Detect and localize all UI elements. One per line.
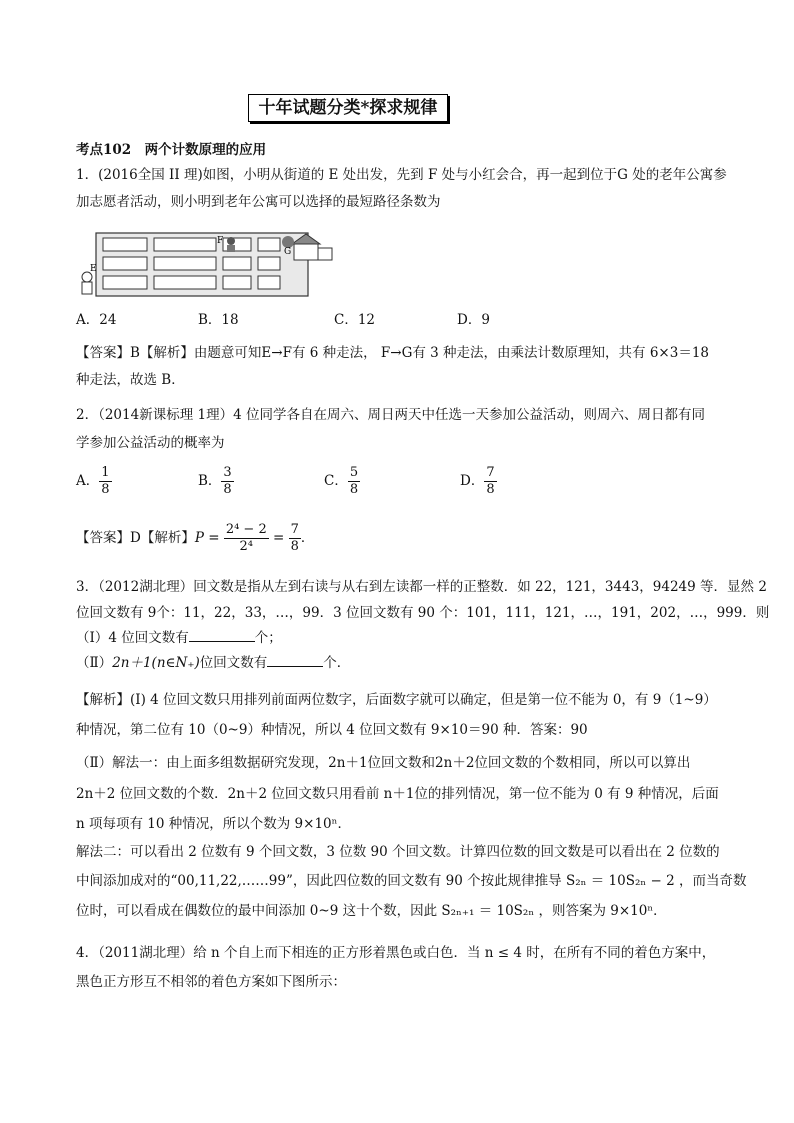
label-g: G: [284, 247, 292, 257]
label-e: E: [90, 264, 97, 274]
q1-option-c: C．12: [334, 312, 376, 328]
person-e-icon: [82, 272, 92, 294]
q2-option-c: C． $\frac{5}{8}$: [324, 465, 359, 497]
q1-line-1: 1．(2016全国 II 理)如图，小明从街道的 E 处出发，先到 F 处与小红会合，再一起到位于G 处的老年公寓参: [76, 167, 727, 183]
q3-solution-2-line-3: n 项每项有 10 种情况，所以个数为 9×10ⁿ．: [76, 816, 351, 832]
q3-solution-3-line-3: 位时，可以看成在偶数位的最中间添加 0~9 这十个数，因此 S₂ₙ₊₁ ＝ 10S₂ₙ ，则答案为 9×10ⁿ．: [76, 903, 667, 919]
q1-option-d: D．9: [457, 312, 490, 328]
q3-sub-1: （Ⅰ）4 位回文数有 个；: [76, 630, 282, 646]
section-heading: 考点102 两个计数原理的应用: [76, 142, 267, 158]
q3-blank-1: [189, 641, 255, 642]
q3-sub-2: （Ⅱ）2n＋1(n∈N₊)位回文数有 个．: [76, 655, 351, 671]
label-f: F: [217, 236, 224, 246]
q3-line-1: 3．（2012湖北理）回文数是指从左到右读与从右到左读都一样的正整数．如 22，121，3443，94249 等．显然 2: [76, 579, 767, 595]
q3-line-2: 位回文数有 9个：11，22，33，…，99．3 位回文数有 90 个：101，111，121，…，191，202，…，999．则: [76, 605, 770, 621]
street-grid-figure: [76, 228, 338, 300]
q1-line-2: 加志愿者活动，则小明到老年公寓可以选择的最短路径条数为: [76, 194, 441, 210]
q1-option-a: A．24: [76, 312, 117, 328]
q1-answer-line-2: 种走法，故选 B．: [76, 372, 185, 388]
q3-solution-2-line-2: 2n＋2 位回文数的个数．2n＋2 位回文数只用看前 n＋1位的排列情况，第一位不能为 0 有 9 种情况，后面: [76, 786, 719, 802]
q4-line-2: 黑色正方形互不相邻的着色方案如下图所示：: [76, 974, 346, 990]
q3-solution-1-line-1: 【解析】(Ⅰ) 4 位回文数只用排列前面两位数字，后面数字就可以确定，但是第一位不能为 0，有 9（1~9）: [76, 692, 717, 708]
q2-option-a: A． $\frac{1}{8}$: [76, 465, 110, 497]
q2-option-d: D． $\frac{7}{8}$: [460, 465, 495, 497]
q4-line-1: 4．（2011湖北理）给 n 个自上而下相连的正方形着黑色或白色．当 n ≤ 4 时，在所有不同的着色方案中，: [76, 945, 716, 961]
page-title: 十年试题分类*探求规律: [248, 94, 448, 122]
q2-option-b: B． $\frac{3}{8}$: [198, 465, 232, 497]
q1-answer-line-1: 【答案】B【解析】由题意可知E→F有 6 种走法， F→G有 3 种走法，由乘法计数原理知，共有 6×3＝18: [76, 345, 710, 361]
q2-answer: 【答案】D【解析】P = $\frac{\text{2⁴ − 2}}{\text{2⁴}}$ = $\frac{7}{8}$ ．: [76, 522, 315, 554]
q3-solution-2-line-1: （Ⅱ）解法一：由上面多组数据研究发现，2n＋1位回文数和2n＋2位回文数的个数相同，所以可以算出: [76, 755, 691, 771]
q3-solution-3-line-2: 中间添加成对的“00,11,22,……99”，因此四位数的回文数有 90 个按此规律推导 S₂ₙ ＝ 10S₂ₙ − 2 ，而当奇数: [76, 873, 747, 889]
q3-solution-3-line-1: 解法二：可以看出 2 位数有 9 个回文数，3 位数 90 个回文数。计算四位数的回文数是可以看出在 2 位数的: [76, 844, 720, 860]
q2-line-2: 学参加公益活动的概率为: [76, 435, 225, 451]
q3-solution-1-line-2: 种情况，第二位有 10（0~9）种情况，所以 4 位回文数有 9×10＝90 种．答案：90: [76, 722, 588, 738]
q3-blank-2: [267, 666, 323, 667]
q2-line-1: 2．（2014新课标理 1理）4 位同学各自在周六、周日两天中任选一天参加公益活动，则周六、周日都有同: [76, 407, 705, 423]
q1-option-b: B．18: [198, 312, 239, 328]
